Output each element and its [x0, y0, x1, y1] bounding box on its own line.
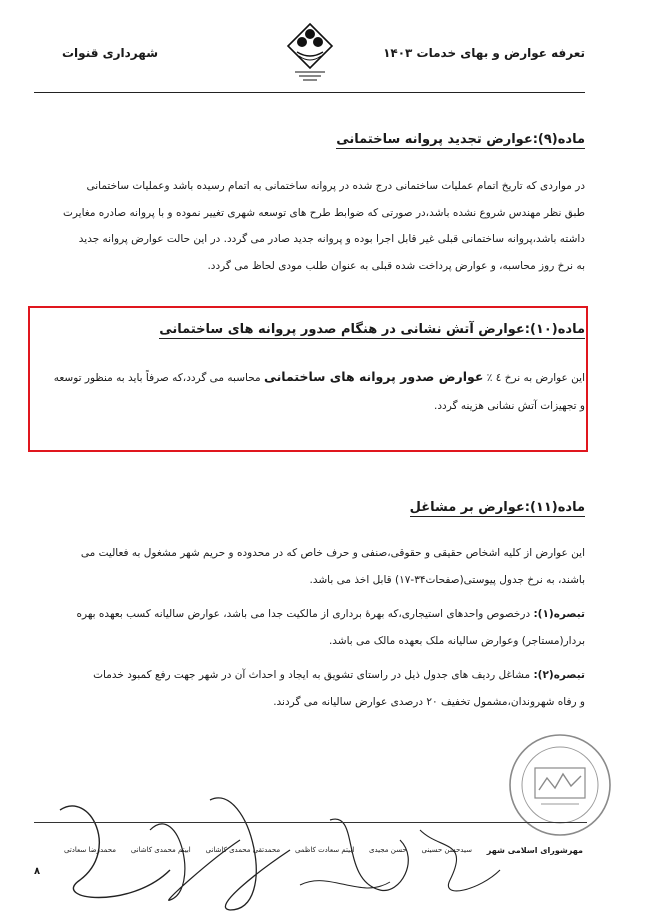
article-9-title: ماده(۹):عوارض تجدید پروانه ساختمانی: [336, 132, 585, 147]
note-1-text-1: درخصوص واحدهای استیجاری،که بهرهٔ برداری از مالکیت جدا می باشد، عوارض سالیانه کسب بعهده بهره: [76, 608, 531, 620]
header-divider: [34, 92, 585, 93]
signature-row: [64, 846, 583, 855]
note-1-label: تبصره(۱):: [533, 608, 585, 620]
article-11-line-1: این عوارض از کلیه اشخاص حقیقی و حقوقی،صنفی و حرف خاص که در محدوده و حریم شهر مشغول به فعالیت می: [80, 547, 585, 559]
article-11-title: ماده(۱۱):عوارض بر مشاغل: [409, 500, 585, 515]
article-10-line-2: و تجهیزات آتش نشانی هزینه گردد.: [434, 400, 585, 412]
article-10-line-1-bold: عوارض صدور پروانه های ساختمانی: [263, 369, 484, 384]
municipality-logo-icon: [285, 22, 335, 82]
article-9-line-4: به نرخ روز محاسبه، و عوارض پرداخت شده قبلی به عنوان طلب مودی لحاظ می گردد.: [207, 259, 585, 272]
note-2-text-1: مشاغل ردیف های جدول ذیل در راستای تشویق به ایجاد و احداث آن در شهر جهت رفع کمبود خدمات: [93, 669, 531, 681]
article-10-line-1-pre: این عوارض به نرخ ٤ ٪: [486, 372, 585, 384]
article-9-line-3: داشته باشد،پروانه ساختمانی قبلی غیر قابل اجرا بوده و پروانه جدید صادر می گردد. در این حالت عوارض پروانه جدید: [78, 233, 585, 245]
article-11-line-2: باشند، به نرخ جدول پیوستی(صفحات۳۴-۱۷) قابل اخذ می باشد.: [309, 573, 585, 586]
signature-name-5: ابیتم محمدی کاشانی: [130, 846, 191, 854]
note-2: [38, 662, 585, 715]
signature-name-6: محمدرضا سعادتی: [64, 846, 116, 854]
note-1-line-2: بردار(مستاجر) وعوارض سالیانه ملک بعهده مالک می باشد.: [328, 634, 585, 647]
article-9-line-2: طبق نظر مهندس شروع نشده باشد،در صورتی که ضوابط طرح های توسعه شهری تغییر نموده و با پروانه صادره مغایرت: [62, 206, 585, 219]
signature-name-2: حسن مجیدی: [369, 846, 407, 854]
signature-divider: [34, 822, 587, 823]
article-10-line-1-post: محاسبه می گردد،که صرفاً باید به منظور توسعه: [53, 372, 261, 384]
article-10-title: ماده(۱۰):عوارض آتش نشانی در هنگام صدور پروانه های ساختمانی: [159, 322, 585, 337]
article-10-body: [38, 363, 585, 420]
signature-name-3: ابیتم سعادت کاظمی: [294, 846, 355, 854]
signature-council-seal: مهرشورای اسلامی شهر: [486, 846, 583, 855]
note-1: [38, 601, 585, 654]
organization-name: شهرداری قنوات: [62, 46, 158, 60]
page-number: ۸: [34, 866, 41, 877]
article-10-line-1: [38, 363, 585, 392]
document-title: تعرفه عوارض و بهای خدمات ۱۴۰۳: [383, 46, 585, 60]
signature-name-1: سیدحسن حسینی: [421, 846, 472, 854]
article-11-body: [38, 540, 585, 593]
article-9-line-1: در مواردی که تاریخ اتمام عملیات ساختمانی درج شده در پروانه ساختمانی به اتمام رسیده باشد وعملیات ساختمانی: [86, 180, 585, 192]
signature-scribbles: [0, 770, 647, 915]
note-2-line-1: [38, 662, 585, 689]
signature-name-4: محمدتقی محمدی کاشانی: [205, 846, 281, 854]
note-1-line-1: [38, 601, 585, 628]
note-2-line-2: و رفاه شهروندان،مشمول تخفیف ۲۰ درصدی عوارض سالیانه می گردند.: [273, 695, 585, 708]
note-2-label: تبصره(۲):: [533, 669, 585, 681]
article-9-body: [38, 173, 585, 279]
